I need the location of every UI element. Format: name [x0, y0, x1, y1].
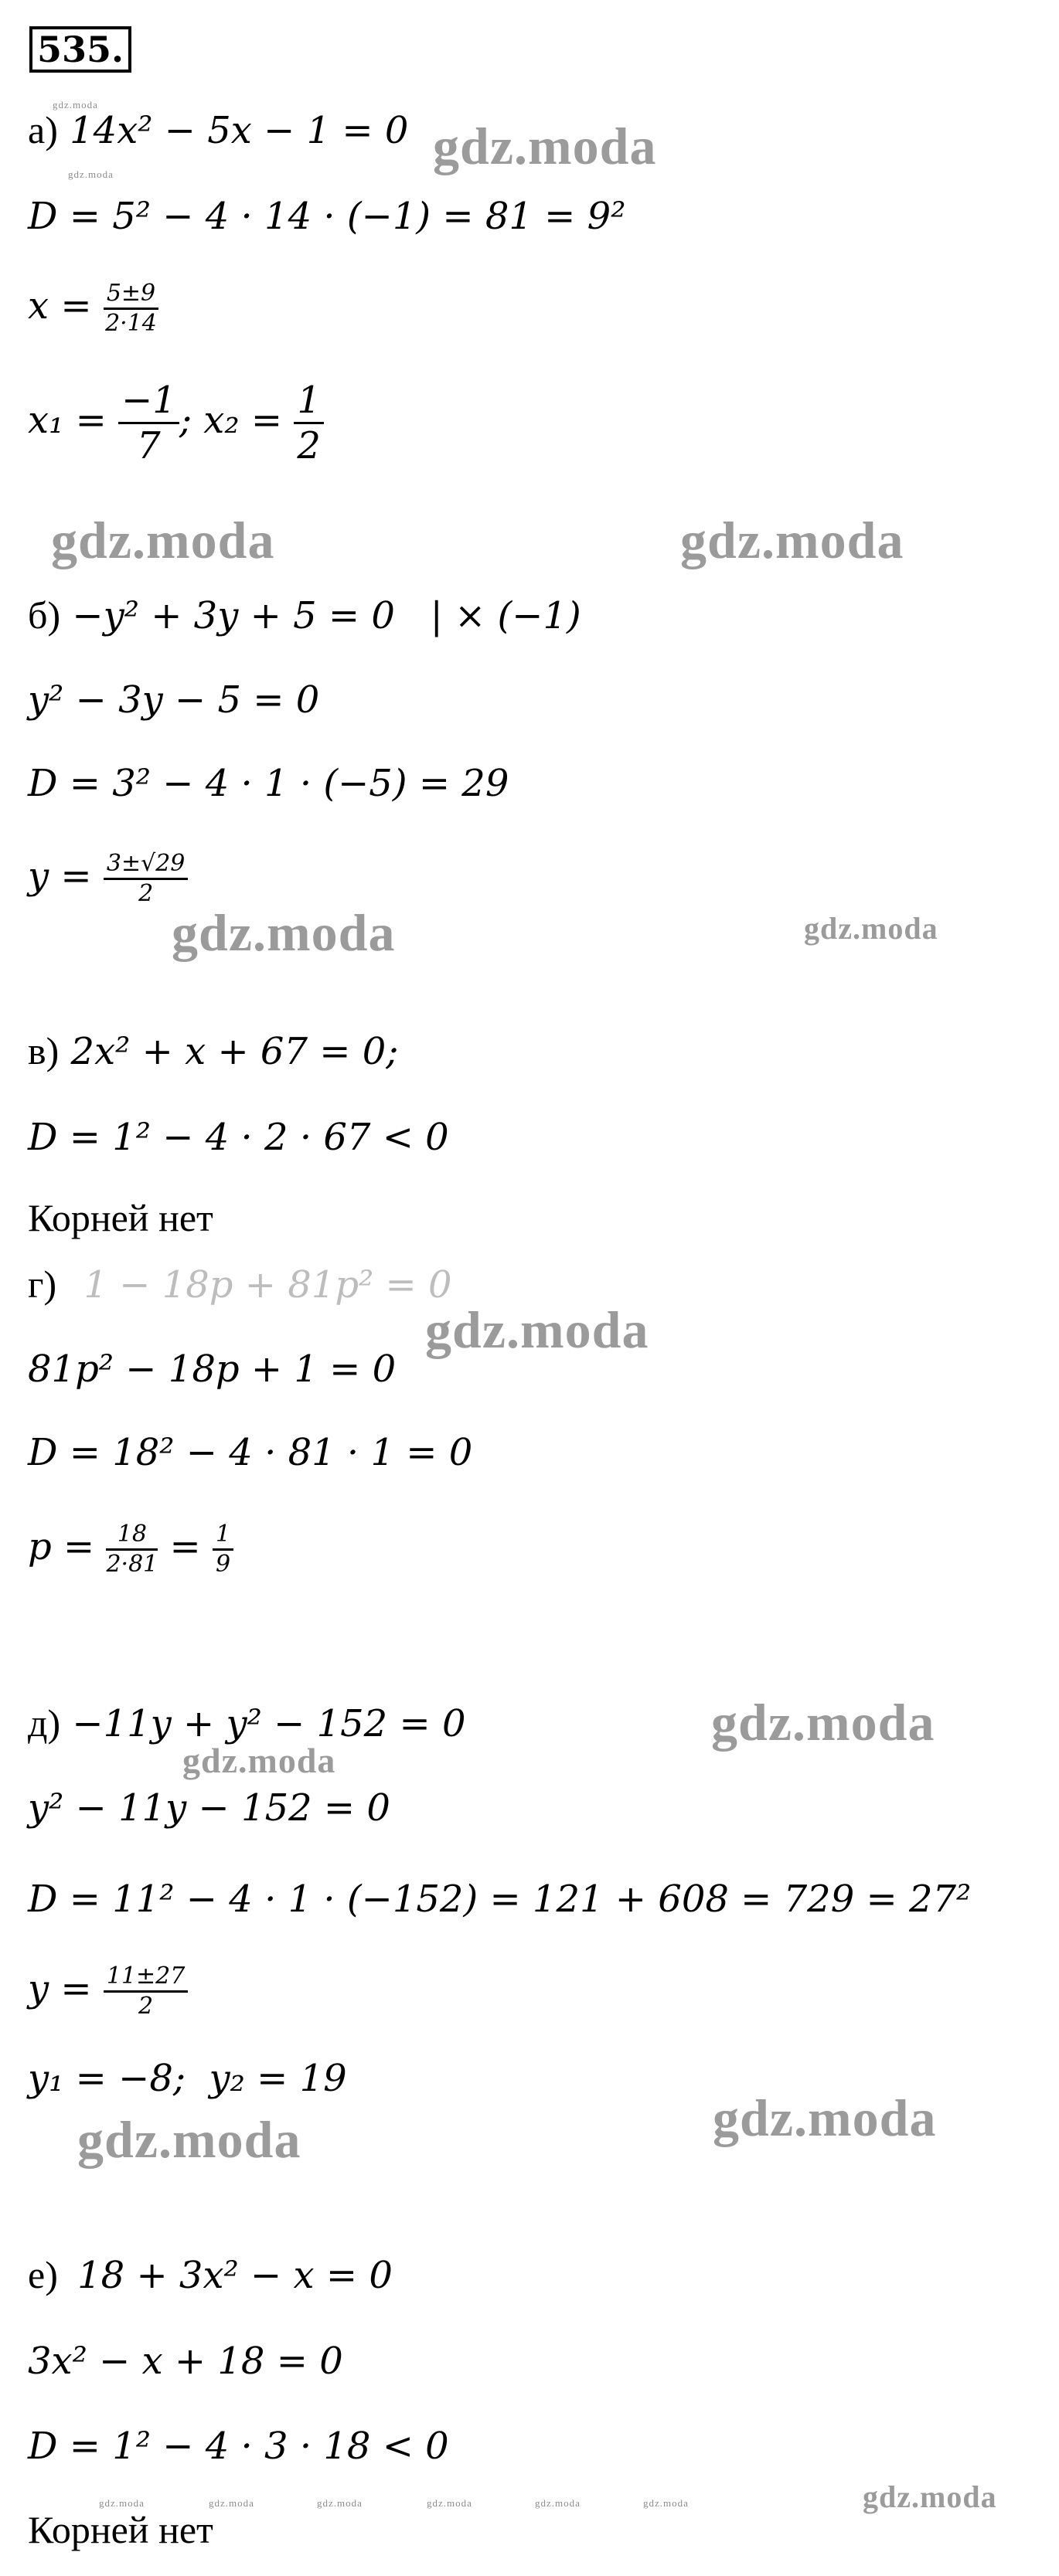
part-g-p-fraction — [106, 1521, 158, 1579]
watermark: gdz.moda — [182, 1741, 336, 1780]
part-a-x2-fraction — [294, 379, 324, 467]
watermark: gdz.moda — [643, 2497, 689, 2509]
part-d-y-num: 11±27 — [104, 1963, 188, 1993]
part-g-p-eq: = — [169, 1525, 201, 1568]
part-e-equation-line — [28, 2251, 393, 2299]
part-b-equation-line — [28, 592, 581, 639]
part-b-discriminant: D = 3² − 4 · 1 · (−5) = 29 — [28, 762, 509, 805]
part-d-roots: y₁ = −8; y₂ = 19 — [28, 2057, 347, 2100]
watermark: gdz.moda — [317, 2497, 363, 2509]
part-b-y-fraction — [104, 850, 189, 908]
part-a-x2-lhs: x₂ = — [203, 399, 283, 442]
watermark: gdz.moda — [711, 1693, 935, 1752]
part-d-label: д) — [28, 1701, 61, 1745]
part-g-p-num2: 1 — [213, 1521, 233, 1551]
part-a-roots-sep: ; — [179, 399, 192, 442]
part-d-discriminant: D = 11² − 4 · 1 · (−152) = 121 + 608 = 729 = 27² — [28, 1878, 972, 1921]
part-a-x1-num: −1 — [118, 379, 179, 424]
part-g-p-lhs: p = — [28, 1525, 95, 1568]
watermark: gdz.moda — [535, 2497, 581, 2509]
part-b-y-num: 3±√29 — [104, 850, 189, 880]
part-v-discriminant: D = 1² − 4 · 2 · 67 < 0 — [28, 1116, 449, 1159]
part-b-equation2: y² − 3y − 5 = 0 — [28, 678, 320, 722]
part-a-x2-den: 2 — [297, 424, 321, 467]
watermark: gdz.moda — [172, 903, 396, 962]
part-a-label: а) — [28, 108, 58, 151]
part-b-y-formula — [28, 850, 188, 908]
watermark: gdz.moda — [713, 2088, 937, 2147]
part-d-y-lhs: y = — [28, 1967, 92, 2010]
watermark: gdz.moda — [680, 511, 904, 569]
part-e-equation2: 3x² − x + 18 = 0 — [28, 2340, 343, 2383]
watermark: gdz.moda — [433, 117, 657, 175]
part-a-x-formula — [28, 280, 158, 338]
part-b-label: б) — [28, 593, 61, 637]
part-g-p-den: 2·81 — [106, 1551, 158, 1578]
part-a-x-fraction — [104, 280, 158, 338]
part-d-y-den: 2 — [138, 1993, 154, 2020]
part-v-conclusion: Корней нет — [28, 1196, 213, 1239]
part-a-equation: 14x² − 5x − 1 = 0 — [70, 109, 409, 152]
part-v-label: в) — [28, 1029, 60, 1072]
watermark: gdz.moda — [68, 168, 114, 180]
part-g-p-formula — [28, 1521, 233, 1579]
part-a-equation-line — [28, 107, 408, 154]
watermark: gdz.moda — [99, 2497, 145, 2509]
part-g-equation2: 81p² − 18p + 1 = 0 — [28, 1347, 397, 1391]
watermark: gdz.moda — [804, 911, 938, 946]
part-a-roots — [28, 379, 324, 467]
watermark: gdz.moda — [53, 99, 98, 110]
part-g-p-num: 18 — [106, 1521, 158, 1551]
part-a-x1-den: 7 — [137, 424, 161, 467]
part-d-y-fraction — [104, 1963, 188, 2020]
part-b-equation: −y² + 3y + 5 = 0 | × (−1) — [72, 594, 581, 637]
part-d-equation2: y² − 11y − 152 = 0 — [28, 1786, 390, 1830]
part-a-x-den: 2·14 — [105, 310, 157, 337]
part-g-label: г) — [28, 1263, 57, 1306]
part-b-y-den: 2 — [138, 880, 154, 907]
watermark: gdz.moda — [427, 2497, 472, 2509]
part-g-discriminant: D = 18² − 4 · 81 · 1 = 0 — [28, 1431, 473, 1474]
part-e-conclusion: Корней нет — [28, 2508, 213, 2551]
part-g-p-fraction2 — [213, 1521, 233, 1579]
problem-number: 535. — [29, 26, 131, 73]
part-e-label: е) — [28, 2253, 58, 2296]
part-a-x1-fraction — [118, 379, 179, 467]
watermark: gdz.moda — [863, 2479, 997, 2514]
part-g-p-den2: 9 — [216, 1551, 231, 1578]
watermark: gdz.moda — [77, 2110, 301, 2169]
part-g-equation: 1 − 18p + 81p² = 0 — [83, 1263, 452, 1307]
watermark: gdz.moda — [209, 2497, 254, 2509]
part-d-y-formula — [28, 1963, 188, 2020]
part-v-equation-line — [28, 1028, 398, 1075]
part-v-equation: 2x² + x + 67 = 0; — [70, 1030, 399, 1073]
part-a-x1-lhs: x₁ = — [28, 399, 107, 442]
part-e-discriminant: D = 1² − 4 · 3 · 18 < 0 — [28, 2425, 449, 2468]
part-a-x-lhs: x = — [28, 284, 92, 328]
watermark: gdz.moda — [425, 1300, 649, 1359]
part-b-y-lhs: y = — [28, 855, 92, 898]
watermark: gdz.moda — [51, 511, 275, 569]
part-a-discriminant: D = 5² − 4 · 14 · (−1) = 81 = 9² — [28, 195, 626, 238]
part-d-equation: −11y + y² − 152 = 0 — [72, 1702, 466, 1745]
part-a-x-num: 5±9 — [104, 280, 158, 310]
part-e-equation: 18 + 3x² − x = 0 — [77, 2254, 393, 2297]
part-g-equation-line — [28, 1261, 452, 1308]
part-a-x2-num: 1 — [294, 379, 324, 424]
